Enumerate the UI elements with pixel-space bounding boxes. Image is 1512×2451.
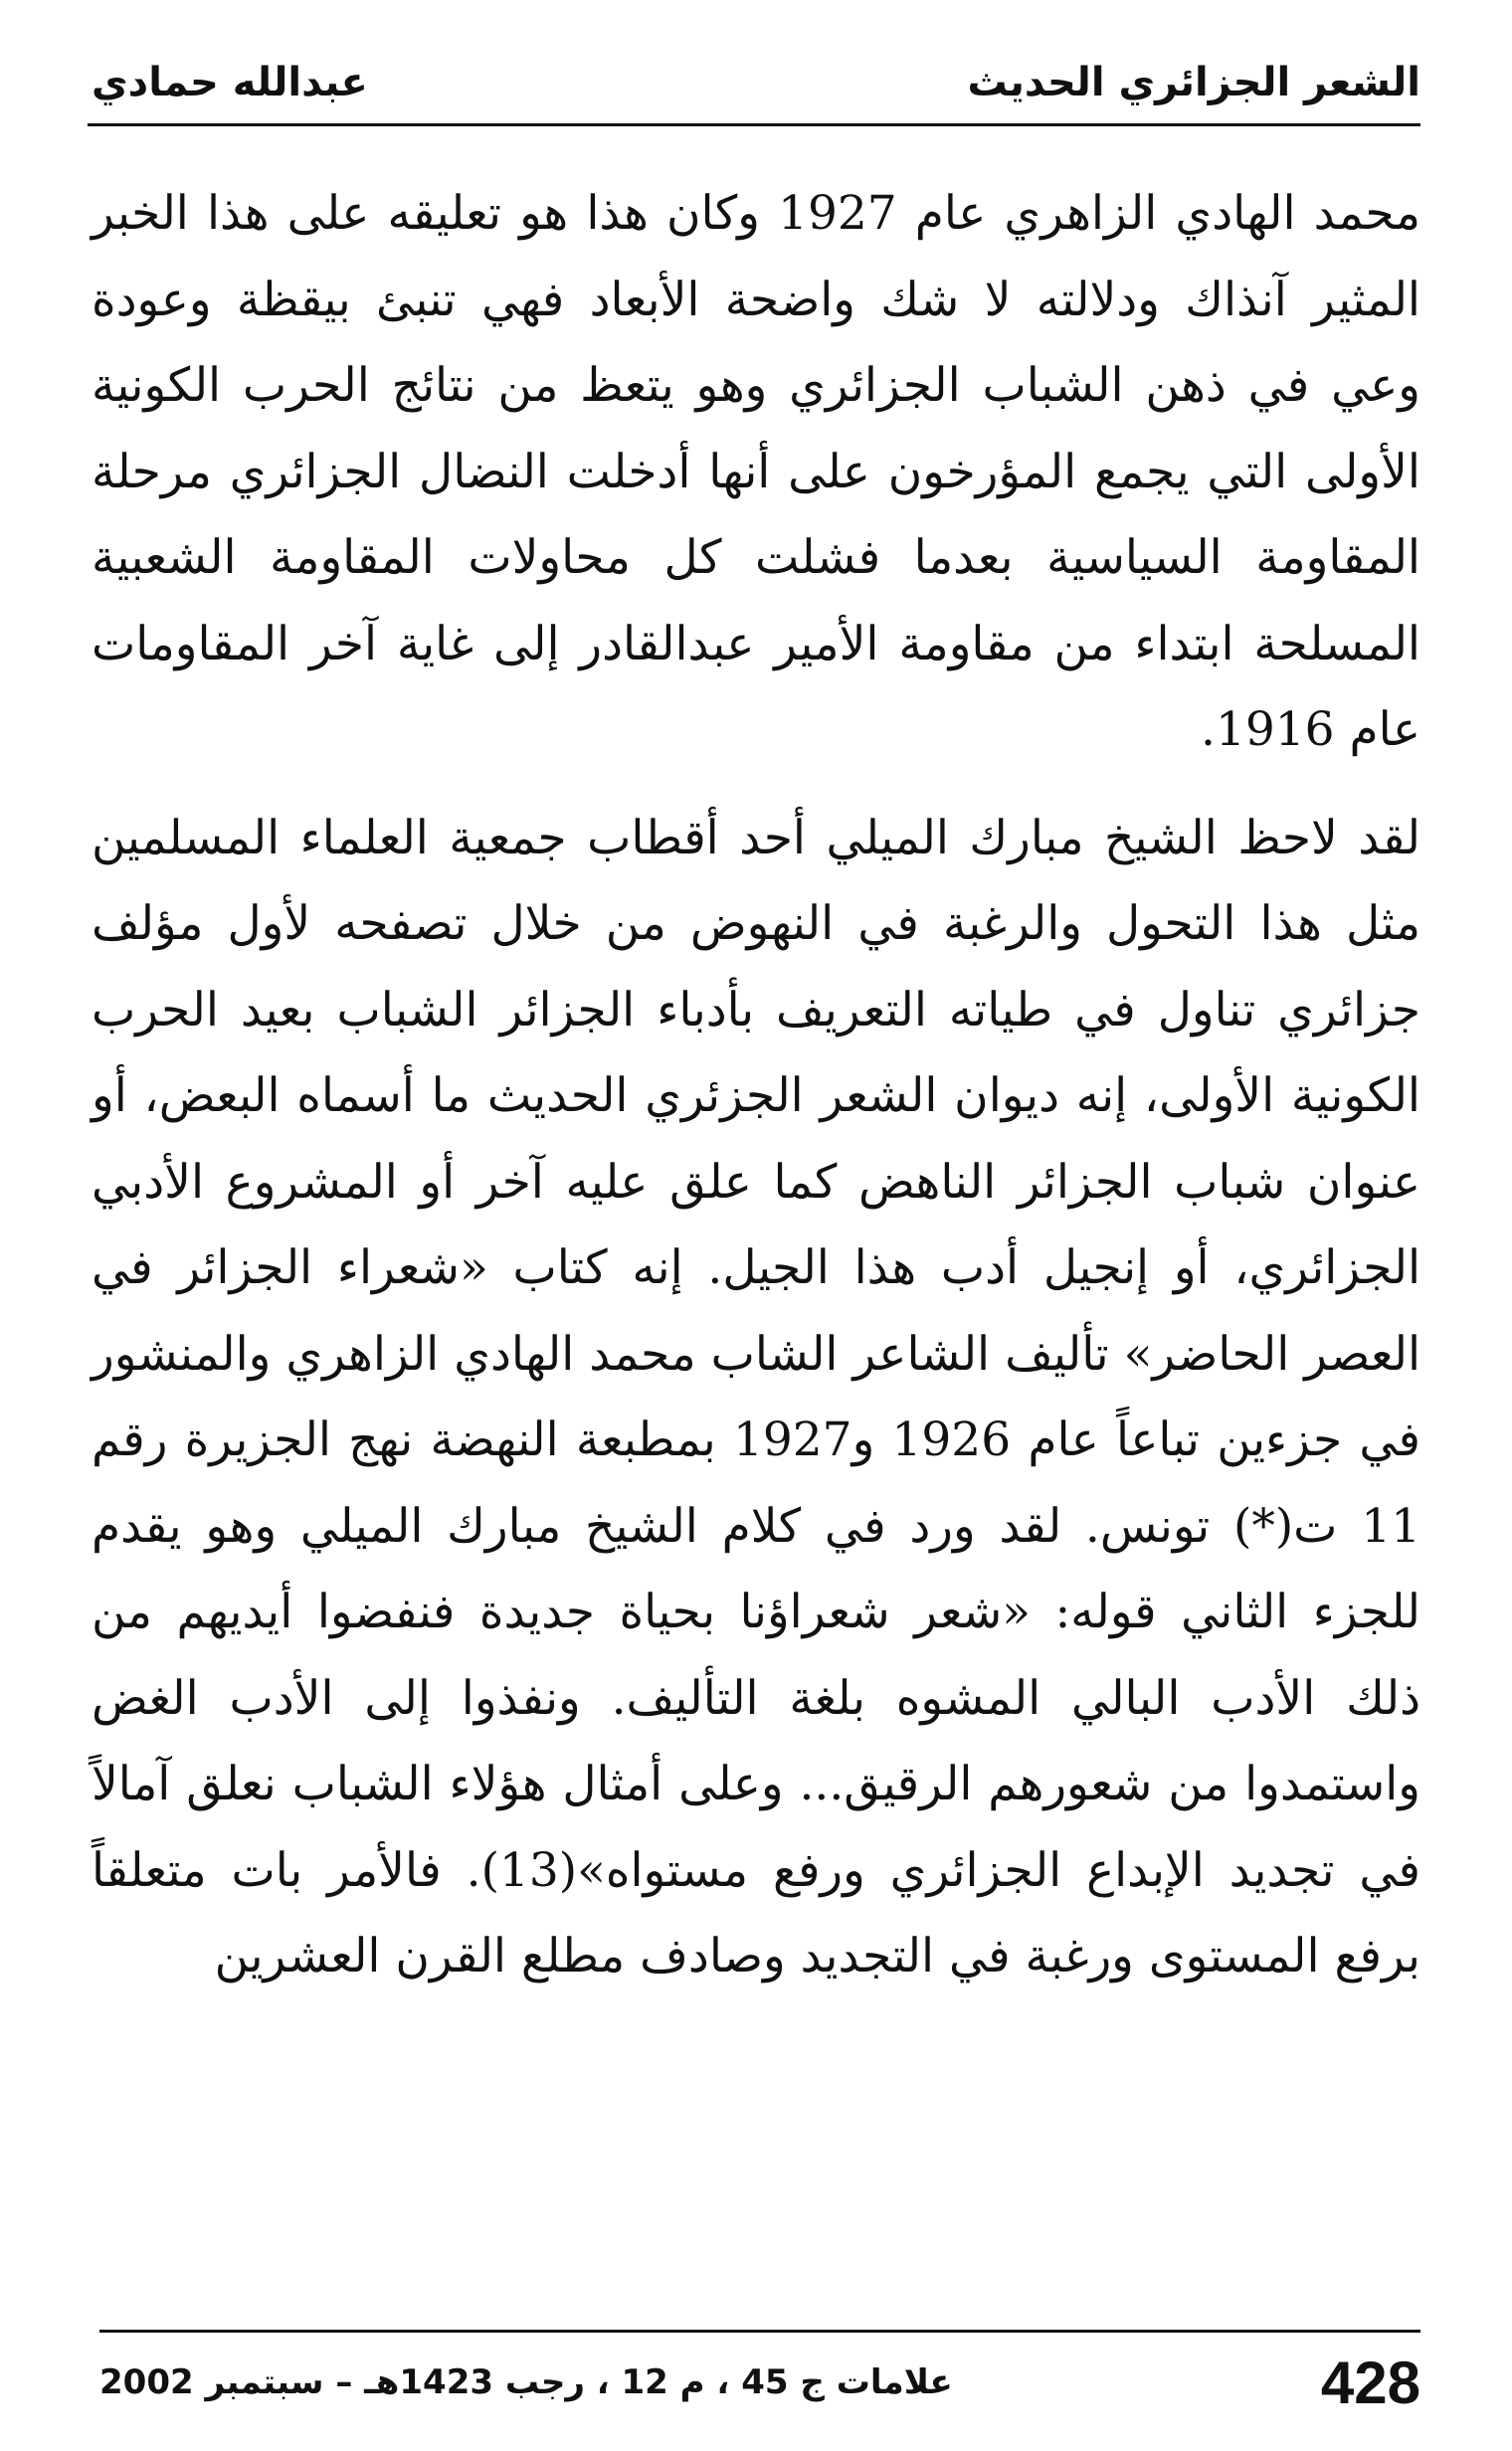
paragraph-2: لقد لاحظ الشيخ مبارك الميلي أحد أقطاب جمعية العلماء المسلمين مثل هذا التحول والرغبة في النهوض من خلال تصفحه لأول مؤلف جزائري تناول في طياته التعريف بأدباء الجزائر الشباب بعيد الحرب الكونية الأولى، إنه ديوان الشعر الجزئري الحديث ما أسماه البعض، أو عنوان شباب الجزائر الناهض كما علق عليه آخر أو المشروع الأدبي الجزائري، أو إنجيل أدب هذا الجيل. إنه كتاب «شعراء الجزائر في العصر الحاضر» تأليف الشاعر الشاب محمد الهادي الزاهري والمنشور في جزءين تباعاً عام 1926 و1927 بمطبعة النهضة نهج الجزيرة رقم 11 ت(*) تونس. لقد ورد في كلام الشيخ مبارك الميلي وهو يقدم للجزء الثاني قوله: «شعر شعراؤنا بحياة جديدة فنفضوا أيديهم من ذلك الأدب البالي المشوه بلغة التأليف. ونفذوا إلى الأدب الغض واستمدوا من شعورهم الرقيق... وعلى أمثال هؤلاء الشباب نعلق آمالاً في تجديد الإبداع الجزائري ورفع مستواه»(13). فالأمر بات متعلقاً برفع المستوى ورغبة في التجديد وصادف مطلع القرن العشرين [92,810,1420,1983]
page-number: 428 [1320,2349,1420,2416]
header-divider [88,123,1420,126]
footer-divider [99,2330,1420,2333]
header-book-title: الشعر الجزائري الحديث [967,60,1420,105]
running-header [92,48,1420,117]
running-footer [99,2338,1420,2427]
paragraph-1: محمد الهادي الزاهري عام 1927 وكان هذا هو تعليقه على هذا الخبر المثير آنذاك ودلالته لا شك واضحة الأبعاد فهي تنبئ بيقظة وعودة وعي في ذهن الشباب الجزائري وهو يتعظ من نتائج الحرب الكونية الأولى التي يجمع المؤرخون على أنها أدخلت النضال الجزائري مرحلة المقاومة السياسية بعدما فشلت كل محاولات المقاومة الشعبية المسلحة ابتداء من مقاومة الأمير عبدالقادر إلى غاية آخر المقاومات عام 1916. [92,186,1420,757]
footer-issue-info: علامات ج 45 ، م 12 ، رجب 1423هـ – سبتمبر 2002 [99,2362,953,2402]
body-text [92,171,1420,2000]
header-author: عبدالله حمادي [92,60,368,105]
